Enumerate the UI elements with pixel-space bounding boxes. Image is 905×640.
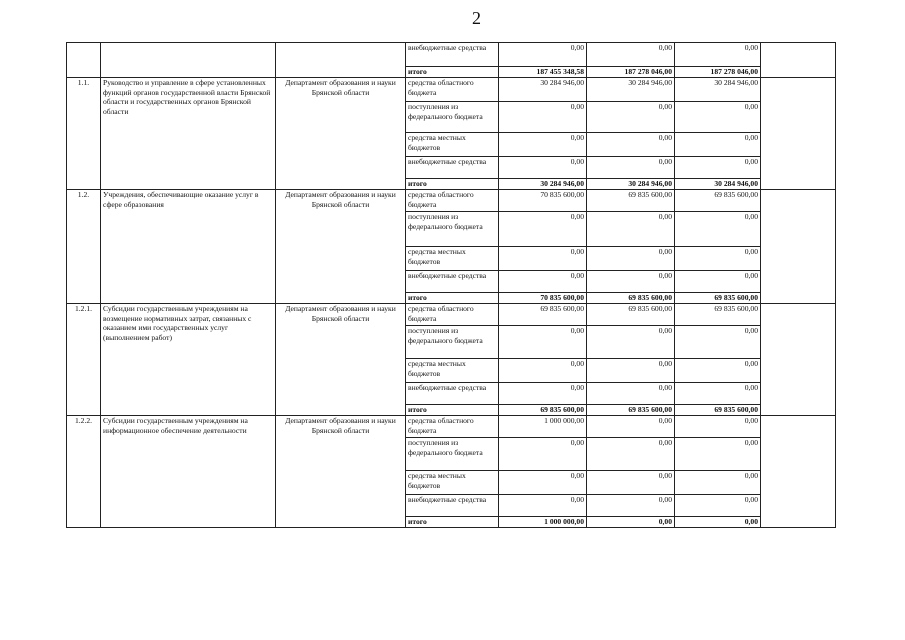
value-cell: 0,00: [499, 495, 587, 517]
value-cell: 0,00: [499, 383, 587, 405]
value-cell: 69 835 600,00: [587, 304, 675, 326]
total-label: итого: [406, 405, 499, 416]
source-label: средства местных бюджетов: [406, 359, 499, 383]
row-name: Субсидии государственным учреждениям на возмещение нормативных затрат, связанных с оказанием ими государственных услуг (выполнением работ): [101, 304, 276, 416]
value-cell: 69 835 600,00: [587, 190, 675, 212]
total-value: 30 284 946,00: [675, 179, 761, 190]
value-cell: 0,00: [675, 495, 761, 517]
source-label: поступления из федерального бюджета: [406, 102, 499, 133]
table-row: [67, 304, 836, 326]
total-value: 69 835 600,00: [587, 293, 675, 304]
value-cell: 0,00: [499, 43, 587, 67]
value-cell: 0,00: [499, 271, 587, 293]
total-value: 69 835 600,00: [675, 293, 761, 304]
total-value: 0,00: [587, 517, 675, 528]
value-cell: 0,00: [587, 495, 675, 517]
total-value: 69 835 600,00: [499, 405, 587, 416]
source-label: средства областного бюджета: [406, 304, 499, 326]
value-cell: 0,00: [587, 102, 675, 133]
value-cell: 0,00: [499, 247, 587, 271]
total-label: итого: [406, 293, 499, 304]
row-executor: Департамент образования и науки Брянской области: [276, 304, 406, 416]
value-cell: 30 284 946,00: [675, 78, 761, 102]
value-cell: 0,00: [675, 212, 761, 247]
source-label: внебюджетные средства: [406, 383, 499, 405]
source-label: поступления из федерального бюджета: [406, 326, 499, 359]
value-cell: 0,00: [675, 383, 761, 405]
value-cell: 0,00: [675, 438, 761, 471]
value-cell: 0,00: [675, 43, 761, 67]
value-cell: 0,00: [499, 359, 587, 383]
value-cell: 70 835 600,00: [499, 190, 587, 212]
value-cell: 0,00: [675, 326, 761, 359]
total-value: 1 000 000,00: [499, 517, 587, 528]
total-value: 69 835 600,00: [675, 405, 761, 416]
source-label: средства областного бюджета: [406, 78, 499, 102]
value-cell: 0,00: [499, 471, 587, 495]
total-value: 70 835 600,00: [499, 293, 587, 304]
source-label: поступления из федерального бюджета: [406, 212, 499, 247]
row-number: 1.2.: [67, 190, 101, 304]
value-cell: 0,00: [675, 102, 761, 133]
total-label: итого: [406, 517, 499, 528]
value-cell: 0,00: [587, 157, 675, 179]
value-cell: 0,00: [499, 157, 587, 179]
table-row: [67, 78, 836, 102]
value-cell: 0,00: [587, 383, 675, 405]
row-number: 1.2.1.: [67, 304, 101, 416]
value-cell: 0,00: [499, 438, 587, 471]
total-value: 69 835 600,00: [587, 405, 675, 416]
source-label: внебюджетные средства: [406, 43, 499, 67]
row-executor: Департамент образования и науки Брянской области: [276, 190, 406, 304]
value-cell: 0,00: [587, 212, 675, 247]
value-cell: 0,00: [587, 416, 675, 438]
total-value: 30 284 946,00: [587, 179, 675, 190]
total-label: итого: [406, 67, 499, 78]
value-cell: 0,00: [675, 359, 761, 383]
value-cell: 0,00: [675, 247, 761, 271]
value-cell: 30 284 946,00: [587, 78, 675, 102]
source-label: средства местных бюджетов: [406, 133, 499, 157]
source-label: поступления из федерального бюджета: [406, 438, 499, 471]
value-cell: 0,00: [675, 157, 761, 179]
source-label: средства областного бюджета: [406, 416, 499, 438]
source-label: средства местных бюджетов: [406, 471, 499, 495]
total-value: 187 455 348,58: [499, 67, 587, 78]
value-cell: 0,00: [675, 133, 761, 157]
value-cell: 0,00: [675, 271, 761, 293]
row-number: 1.1.: [67, 78, 101, 190]
value-cell: 0,00: [587, 359, 675, 383]
value-cell: 0,00: [499, 102, 587, 133]
value-cell: 0,00: [587, 438, 675, 471]
source-label: внебюджетные средства: [406, 157, 499, 179]
total-value: 187 278 046,00: [587, 67, 675, 78]
value-cell: 0,00: [587, 271, 675, 293]
value-cell: 0,00: [587, 133, 675, 157]
value-cell: 0,00: [587, 471, 675, 495]
page-number: 2: [472, 8, 481, 28]
row-name: Руководство и управление в сфере установленных функций органов государственной власти Брянской области и государственных органов Брянской области: [101, 78, 276, 190]
value-cell: 69 835 600,00: [675, 304, 761, 326]
value-cell: 0,00: [587, 326, 675, 359]
row-name: Субсидии государственным учреждениям на информационное обеспечение деятельности: [101, 416, 276, 528]
source-label: внебюджетные средства: [406, 495, 499, 517]
total-value: 30 284 946,00: [499, 179, 587, 190]
value-cell: 0,00: [587, 247, 675, 271]
table-row: [67, 416, 836, 438]
total-value: 0,00: [675, 517, 761, 528]
row-executor: Департамент образования и науки Брянской области: [276, 78, 406, 190]
source-label: средства областного бюджета: [406, 190, 499, 212]
source-label: внебюджетные средства: [406, 271, 499, 293]
value-cell: 0,00: [499, 326, 587, 359]
value-cell: 0,00: [499, 133, 587, 157]
value-cell: 69 835 600,00: [499, 304, 587, 326]
value-cell: 1 000 000,00: [499, 416, 587, 438]
total-label: итого: [406, 179, 499, 190]
table-row: [67, 43, 836, 67]
value-cell: 0,00: [499, 212, 587, 247]
value-cell: 0,00: [675, 471, 761, 495]
value-cell: 0,00: [675, 416, 761, 438]
table-row: [67, 190, 836, 212]
row-name: Учреждения, обеспечивающие оказание услуг в сфере образования: [101, 190, 276, 304]
value-cell: 0,00: [587, 43, 675, 67]
budget-table: [66, 42, 836, 528]
row-executor: Департамент образования и науки Брянской области: [276, 416, 406, 528]
value-cell: 30 284 946,00: [499, 78, 587, 102]
source-label: средства местных бюджетов: [406, 247, 499, 271]
value-cell: 69 835 600,00: [675, 190, 761, 212]
row-number: 1.2.2.: [67, 416, 101, 528]
total-value: 187 278 046,00: [675, 67, 761, 78]
